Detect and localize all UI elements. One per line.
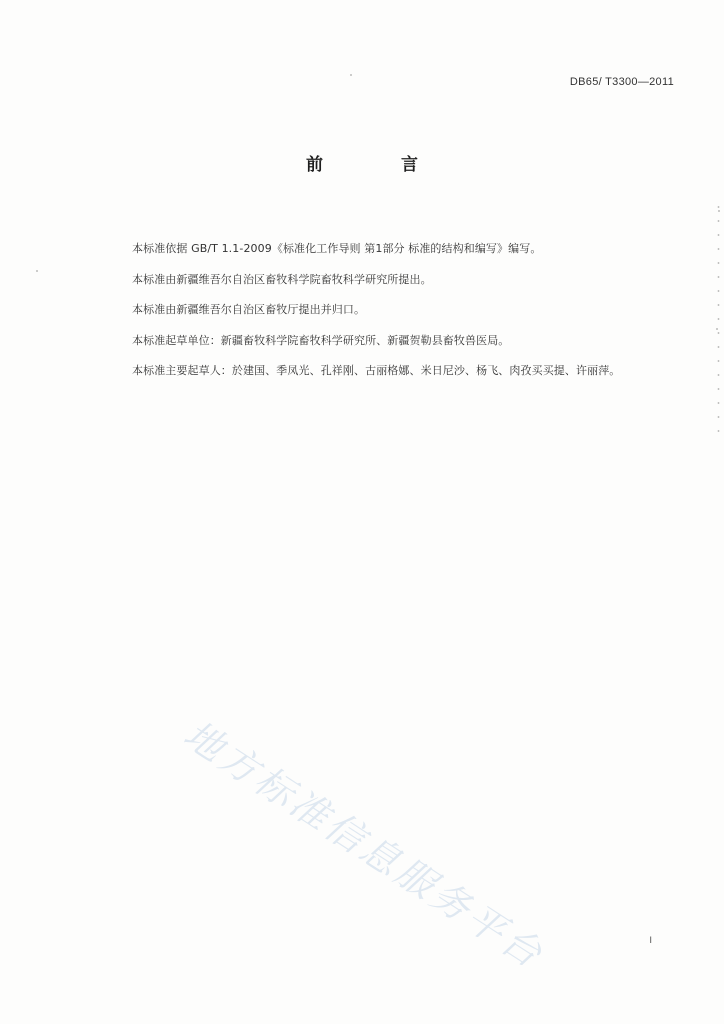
scan-speck <box>716 328 718 330</box>
paragraph-drafters: 本标准主要起草人：於建国、季凤光、孔祥刚、古丽格娜、米日尼沙、杨飞、肉孜买买提、许丽萍。 <box>132 364 621 377</box>
paragraph-administrator: 本标准由新疆维吾尔自治区畜牧厅提出并归口。 <box>132 303 366 316</box>
watermark: 地方标准信息服务平台 <box>176 711 553 978</box>
scan-edge-noise <box>717 200 720 440</box>
foreword-body <box>132 234 692 387</box>
page-title: 前 言 <box>306 155 454 175</box>
standard-code: DB65/ T3300—2011 <box>569 76 674 88</box>
paragraph-drafting-units: 本标准起草单位：新疆畜牧科学院畜牧科学研究所、新疆贺勒县畜牧兽医局。 <box>132 333 510 347</box>
page-mark: I <box>649 936 652 946</box>
scan-speck <box>350 74 352 76</box>
scan-speck <box>718 210 720 212</box>
scan-speck <box>36 270 38 272</box>
paragraph-drafting-basis: 本标准依据 GB/T 1.1-2009《标准化工作导则 第1部分 标准的结构和编写》编写。 <box>132 242 542 255</box>
paragraph-proposer: 本标准由新疆维吾尔自治区畜牧科学院畜牧科学研究所提出。 <box>132 272 432 286</box>
